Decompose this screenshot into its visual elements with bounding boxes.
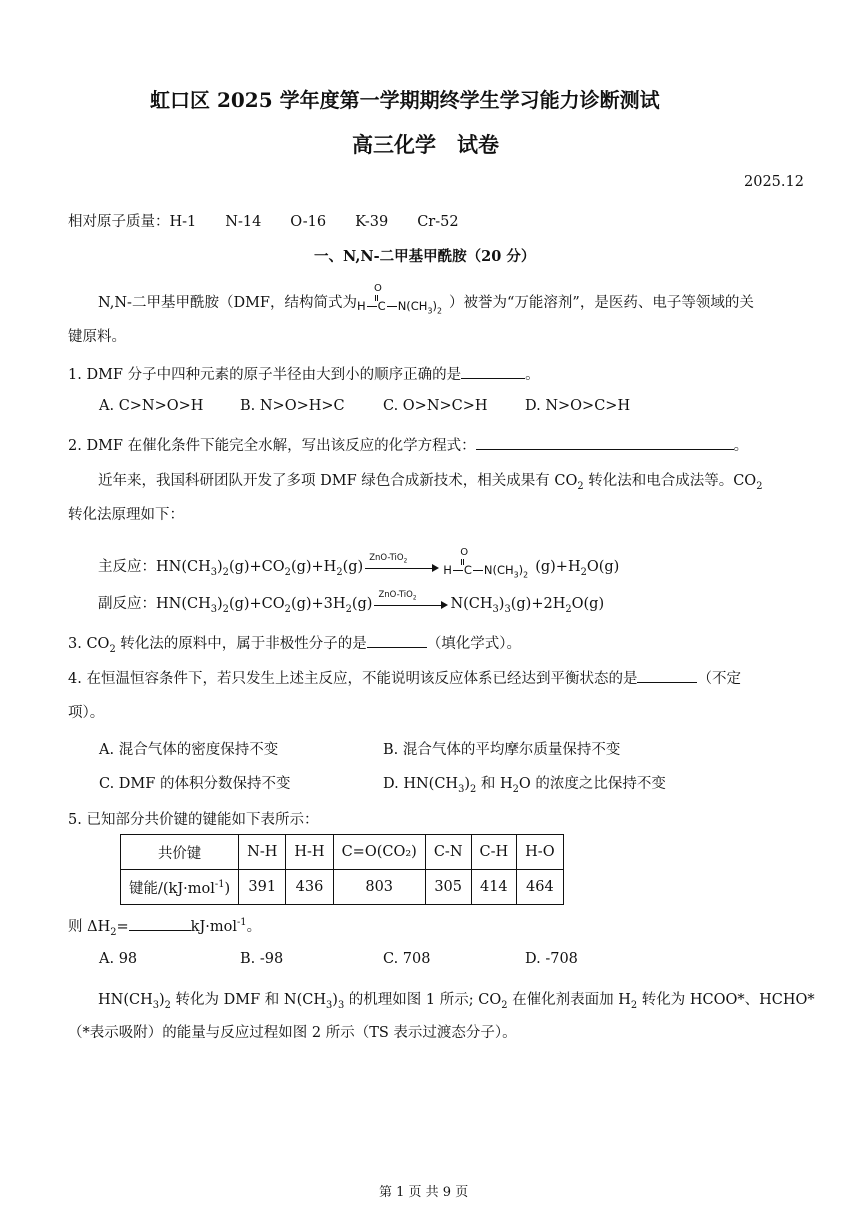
side-label: 副反应： [98,596,156,612]
sub: 3 [210,603,217,615]
sub: 2 [565,603,572,615]
struct-c: C [463,563,472,577]
q5-option-c: C. 708 [383,951,431,967]
t: D. HN(CH [383,776,459,792]
sub: 2 [109,643,116,655]
bond-cell: N-H [239,835,286,870]
table-header-cell: 共价键 [121,835,239,870]
t: 转化法的原料中，属于非极性分子的是 [115,636,367,652]
text: 转化法和电合成法等。CO [583,473,757,489]
t: (g) [342,559,364,575]
sub: 2 [577,480,584,492]
intro-line-2: 键原料。 [68,329,126,345]
t: ) [224,880,231,897]
arrow-head [441,601,448,609]
t: 键能/(kJ·mol [129,880,215,897]
sub: 2 [110,926,117,938]
q4-stem-line-2: 项）。 [68,705,105,721]
struct-n: N(CH [483,563,514,577]
q1-option-b: B. N>O>H>C [240,398,345,414]
exam-title: 虹口区 2025 学年度第一学期期终学生学习能力诊断测试 [150,88,660,112]
q1-stem [68,363,540,384]
energy-cell: 803 [333,870,425,905]
t: HN(CH [98,992,153,1008]
q1-text: 1. DMF 分子中四种元素的原子半径由大到小的顺序正确的是 [68,367,462,383]
t: 转化为 DMF 和 N(CH [170,992,326,1008]
bond-energy-table [120,834,564,905]
sub: 2 [580,566,587,578]
bond-cell: C=O(CO₂) [333,835,425,870]
struct-o: O [460,547,469,558]
sub: 3 [427,306,433,316]
side-reaction [98,592,604,613]
section-title: 一、N,N-二甲基甲酰胺（20 分） [314,248,536,265]
atomic-masses: 相对原子质量：H-1 N-14 O-16 K-39 Cr-52 [68,214,459,230]
sub: 2 [403,558,408,565]
t: ZnO-TiO [378,590,413,600]
t: O 的浓度之比保持不变 [518,776,666,792]
t: kJ·mol [190,919,237,935]
exam-date: 2025.12 [744,174,804,190]
t: ) [332,992,338,1008]
q1-option-d: D. N>O>C>H [525,398,631,414]
paren: ) [432,299,437,313]
t: (g)+H [535,559,581,575]
t: 的机理如图 1 所示; CO [344,992,502,1008]
t: 。 [246,919,262,935]
dmf-structure [357,283,449,316]
sup: -1 [214,878,225,890]
sub: 3 [492,603,499,615]
t: (g)+H [290,559,337,575]
t: ) [159,992,165,1008]
t: ) [217,559,223,575]
bond [367,306,377,307]
sup: -1 [236,917,247,929]
t: 在催化剂表面加 H [507,992,631,1008]
intro-text-a: N,N-二甲基甲酰胺（DMF，结构简式为 [98,295,357,311]
struct-row [357,299,442,316]
t: ) [217,596,223,612]
t: 则 ΔH [68,919,111,935]
co2-para-line-1 [98,469,762,490]
sub: 2 [436,306,442,316]
t: N(CH [450,596,493,612]
t: ZnO-TiO [369,553,404,563]
bond [453,570,463,571]
t: ) [498,596,505,612]
exam-subtitle: 高三化学 试卷 [352,132,499,157]
sub: 3 [152,999,159,1011]
reaction-arrow [374,590,448,611]
paren: ) [518,563,524,577]
sub: 2 [512,783,519,795]
t: HN(CH [156,559,211,575]
q4-option-a: A. 混合气体的密度保持不变 [99,742,279,758]
q5-option-b: B. -98 [240,951,284,967]
q5-stem: 5. 已知部分共价键的键能如下表所示： [68,812,319,828]
struct-row [443,563,529,580]
t: (g)+2H [510,596,566,612]
energy-cell: 414 [471,870,517,905]
sub: 2 [336,566,343,578]
t: (g)+CO [228,559,285,575]
bond [387,306,397,307]
sub: 2 [756,480,763,492]
q3-stem [68,632,521,653]
struct-c: C [377,299,386,313]
t: 转化为 HCOO*、HCHO* [637,992,815,1008]
sub: 2 [523,570,529,580]
catalyst-label [369,553,407,563]
struct-n: N(CH [397,299,428,313]
struct-h: H [357,299,366,313]
t: ) [464,776,470,792]
arrow-line [374,605,445,606]
q5-answer-line [68,915,261,936]
sub: 2 [284,603,291,615]
sub: 2 [222,603,229,615]
sub: 2 [470,783,477,795]
energy-cell: 391 [239,870,286,905]
t: (g)+3H [290,596,346,612]
t: 3. CO [68,636,110,652]
t: 和 H [476,776,513,792]
t: O(g) [586,559,620,575]
sub: 2 [501,999,508,1011]
bond-cell: H-O [517,835,563,870]
q4-option-d [383,772,666,793]
bond [473,570,483,571]
bond-cell: C-N [425,835,471,870]
q5-option-a: A. 98 [99,951,138,967]
t: HN(CH [156,596,211,612]
q1-option-c: C. O>N>C>H [383,398,488,414]
sub: 2 [630,999,638,1011]
sub: 2 [412,595,417,602]
q2-answer-blank[interactable] [476,435,734,451]
intro-text-b: ）被誉为“万能溶剂”，是医药、电子等领域的关 [449,295,754,311]
t: = [116,919,129,935]
q4-stem [68,667,741,688]
sub: 2 [345,603,352,615]
q1-answer-blank[interactable] [461,364,525,380]
sub: 3 [210,566,217,578]
energy-cell: 305 [425,870,471,905]
t: (g) [351,596,373,612]
t: （不定 [697,671,741,687]
bond-cell: H-H [286,835,333,870]
sub: 2 [284,566,291,578]
sub: 3 [337,999,345,1011]
text: 近年来，我国科研团队开发了多项 DMF 绿色合成新技术，相关成果有 CO [98,473,578,489]
mech-para-line-2: （*表示吸附）的能量与反应过程如图 2 所示（TS 表示过渡态分子）。 [68,1025,517,1041]
q5-option-d: D. -708 [525,951,578,967]
page-footer: 第 1 页 共 9 页 [379,1185,469,1200]
q1-option-a: A. C>N>O>H [99,398,204,414]
q2-end: 。 [733,438,749,454]
t: 4. 在恒温恒容条件下，若只发生上述主反应，不能说明该反应体系已经达到平衡状态的是 [68,671,638,687]
q5-answer-blank[interactable] [129,916,191,932]
table-row [121,870,564,905]
arrow-line [365,568,436,569]
q3-answer-blank[interactable] [367,633,427,649]
table-header-cell [121,870,239,905]
main-reaction [98,547,620,580]
t: (g)+CO [228,596,285,612]
q4-answer-blank[interactable] [637,668,697,684]
sub: 3 [513,570,519,580]
catalyst-label [378,590,416,600]
sub: 3 [458,783,465,795]
energy-cell: 464 [517,870,563,905]
bond-cell: C-H [471,835,517,870]
sub: 2 [222,566,229,578]
energy-cell: 436 [286,870,333,905]
q2-stem [68,434,748,455]
q4-option-c: C. DMF 的体积分数保持不变 [99,776,291,792]
main-label: 主反应： [98,559,156,575]
sub: 3 [504,603,511,615]
table-row [121,835,564,870]
mech-para-line-1 [98,988,815,1009]
struct-h: H [443,563,452,577]
t: O(g) [571,596,605,612]
dmf-structure-product [443,547,535,580]
intro-line-1 [98,283,754,316]
struct-o: O [374,283,382,294]
co2-para-line-2: 转化法原理如下： [68,507,184,523]
q4-option-b: B. 混合气体的平均摩尔质量保持不变 [383,742,621,758]
reaction-arrow [365,553,439,574]
sub: 3 [326,999,333,1011]
t: （填化学式）。 [426,636,522,652]
q1-end: 。 [525,367,540,383]
arrow-head [432,564,439,572]
sub: 2 [164,999,171,1011]
q2-text: 2. DMF 在催化条件下能完全水解，写出该反应的化学方程式： [68,438,476,454]
